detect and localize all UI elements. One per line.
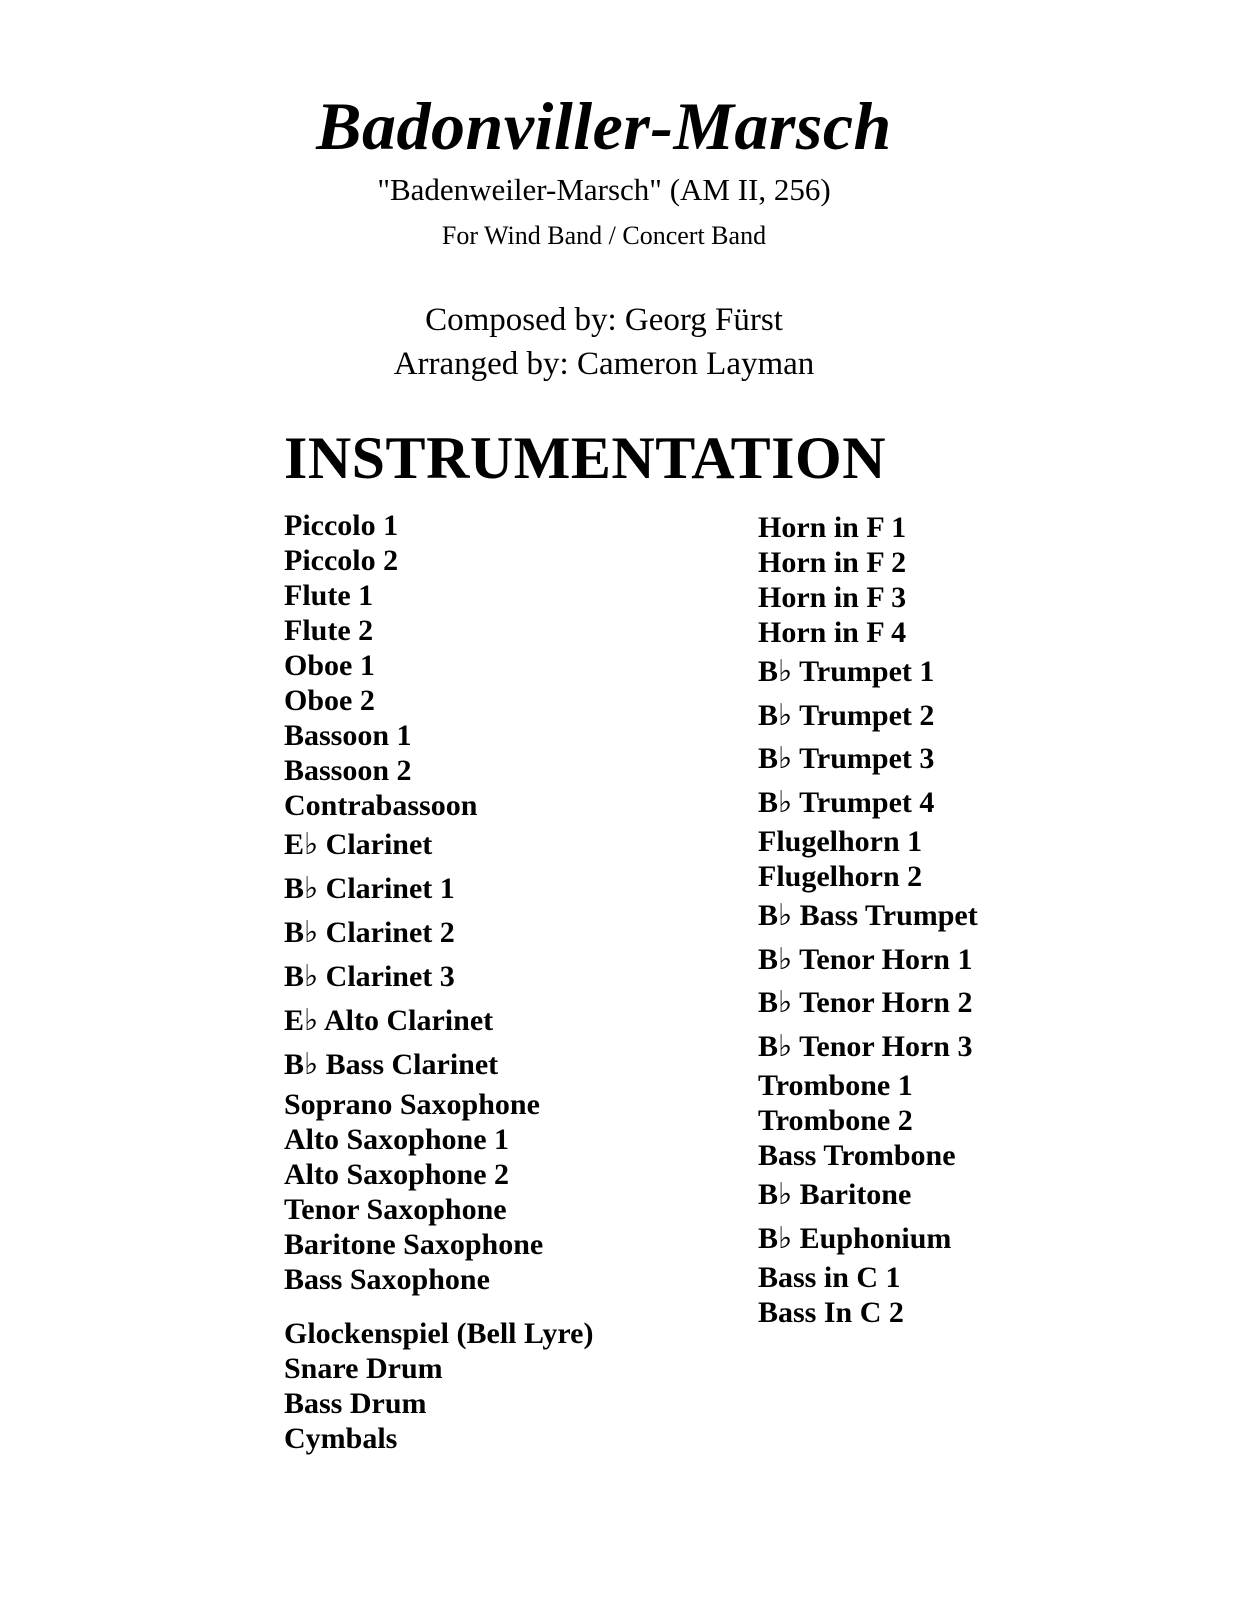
- instrument-item: B♭ Trumpet 2: [758, 698, 935, 732]
- instrument-item: Flute 1: [284, 579, 374, 612]
- instrumentation-heading: INSTRUMENTATION: [284, 425, 887, 491]
- instrument-item: Horn in F 4: [758, 616, 907, 649]
- instrument-item: Alto Saxophone 1: [284, 1123, 510, 1156]
- instrument-item: Snare Drum: [284, 1352, 443, 1385]
- instrument-item: Bass Drum: [284, 1387, 427, 1420]
- instrument-item: Tenor Saxophone: [284, 1193, 507, 1226]
- instrument-item: Bass In C 2: [758, 1296, 904, 1329]
- composer-credit: Composed by: Georg Fürst: [425, 302, 783, 338]
- instrument-item: B♭ Bass Trumpet: [758, 899, 978, 932]
- instrument-item: B♭ Clarinet 3: [284, 960, 455, 993]
- instrument-item: Trombone 1: [758, 1069, 913, 1102]
- instrument-item: Flugelhorn 2: [758, 860, 923, 893]
- arranger-credit: Arranged by: Cameron Layman: [393, 346, 815, 382]
- instrument-item: Bassoon 1: [284, 719, 412, 752]
- instrument-item: Bassoon 2: [284, 754, 412, 787]
- instrument-item: Piccolo 2: [284, 544, 399, 577]
- instrument-item: Flugelhorn 1: [758, 825, 923, 858]
- instrument-item: Contrabassoon: [284, 789, 478, 822]
- instrument-item: Bass in C 1: [758, 1261, 901, 1294]
- instrument-item: B♭ Trumpet 4: [758, 785, 935, 819]
- instrument-item: Piccolo 1: [284, 509, 399, 542]
- instrument-item: Horn in F 3: [758, 581, 907, 614]
- instrument-item: B♭ Tenor Horn 3: [758, 1029, 973, 1063]
- instrument-item: Soprano Saxophone: [284, 1088, 540, 1121]
- score-title: Badonviller-Marsch: [316, 88, 892, 164]
- instrument-item: B♭ Tenor Horn 2: [758, 986, 973, 1019]
- instrument-list-left: [284, 508, 593, 1456]
- instrument-item: Trombone 2: [758, 1104, 913, 1137]
- credits: [0, 298, 1208, 386]
- instrument-item: Horn in F 2: [758, 546, 907, 579]
- instrument-item: B♭ Bass Clarinet: [284, 1048, 499, 1081]
- instrument-item: B♭ Euphonium: [758, 1221, 952, 1255]
- instrument-item: B♭ Trumpet 1: [758, 655, 935, 688]
- instrument-item: Alto Saxophone 2: [284, 1158, 510, 1191]
- instrument-item: Bass Trombone: [758, 1139, 956, 1172]
- instrument-item: Bass Saxophone: [284, 1263, 490, 1296]
- instrument-item: B♭ Tenor Horn 1: [758, 942, 973, 976]
- instrument-item: E♭ Clarinet: [284, 828, 433, 861]
- instrument-item: Baritone Saxophone: [284, 1228, 544, 1261]
- instrument-item: E♭ Alto Clarinet: [284, 1004, 494, 1037]
- instrument-item: Oboe 2: [284, 684, 375, 717]
- instrument-item: Oboe 1: [284, 649, 375, 682]
- instrument-item: Flute 2: [284, 614, 374, 647]
- instrument-item: B♭ Trumpet 3: [758, 742, 935, 775]
- instrument-item: Cymbals: [284, 1422, 398, 1455]
- instrument-item: B♭ Clarinet 1: [284, 872, 455, 905]
- score-subtitle: "Badenweiler-Marsch" (AM II, 256): [377, 172, 831, 207]
- instrument-item: Glockenspiel (Bell Lyre): [284, 1317, 594, 1350]
- ensemble-line: For Wind Band / Concert Band: [441, 221, 767, 250]
- instrument-list-right: [758, 510, 978, 1330]
- instrument-item: B♭ Clarinet 2: [284, 916, 455, 949]
- instrument-item: B♭ Baritone: [758, 1178, 912, 1211]
- instrument-item: Horn in F 1: [758, 511, 907, 544]
